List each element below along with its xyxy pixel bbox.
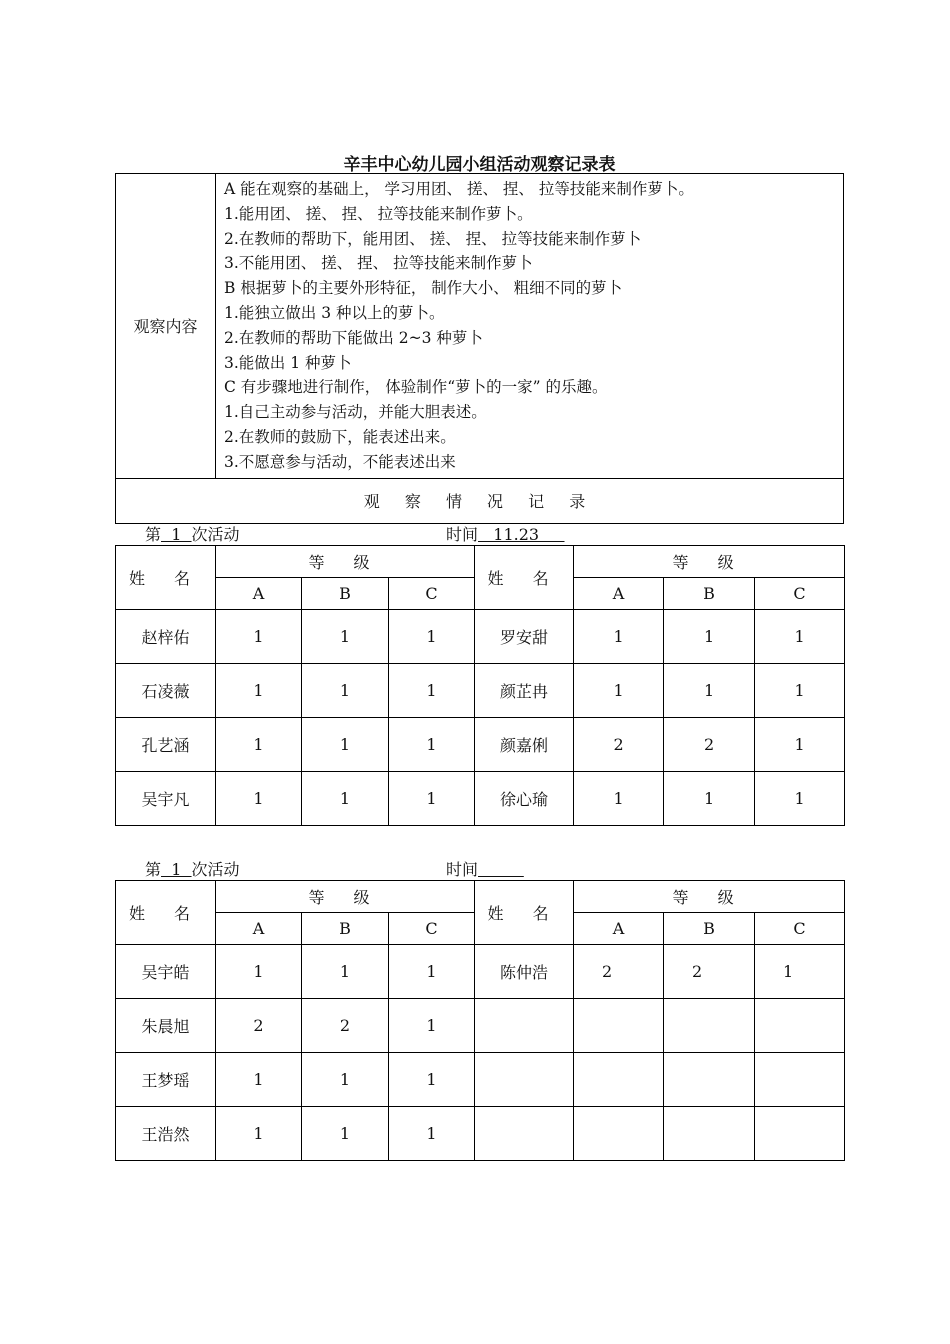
criteria-line: B 根据萝卜的主要外形特征， 制作大小、 粗细不同的萝卜 xyxy=(224,279,623,298)
time-value xyxy=(478,860,524,879)
child-name: 孔艺涵 xyxy=(116,718,216,772)
grade-c-cell: 1 xyxy=(389,1053,475,1107)
criteria-line: 1.自己主动参与活动，并能大胆表述。 xyxy=(224,403,487,422)
session-2-line xyxy=(145,857,479,880)
criteria-line: 1.能用团、 搓、 捏、 拉等技能来制作萝卜。 xyxy=(224,204,533,223)
child-name: 颜嘉俐 xyxy=(475,718,574,772)
session-2-grade-table xyxy=(115,880,845,1161)
grade-c-cell: 1 xyxy=(389,999,475,1053)
grade-b-cell: 1 xyxy=(302,610,389,664)
grade-c-cell: 1 xyxy=(755,718,845,772)
grade-a-cell: 2 xyxy=(574,945,664,999)
session-number: 1 xyxy=(161,860,192,879)
time-value: 11.23 xyxy=(478,525,565,544)
child-name xyxy=(475,1053,574,1107)
grade-c-header: C xyxy=(389,913,475,945)
grade-c-cell: 1 xyxy=(389,1107,475,1161)
grade-a-cell xyxy=(574,1053,664,1107)
observation-content-table xyxy=(115,173,844,524)
grade-c-cell: 1 xyxy=(389,772,475,826)
grade-a-cell: 1 xyxy=(216,772,302,826)
grade-c-cell: 1 xyxy=(389,610,475,664)
session-prefix: 第 xyxy=(145,525,162,544)
grade-header: 等 级 xyxy=(574,881,845,913)
session-number: 1 xyxy=(161,525,192,544)
time-label: 时间 xyxy=(446,525,479,544)
grade-c-cell: 1 xyxy=(755,945,845,999)
table-row xyxy=(116,1053,845,1107)
grade-b-cell: 1 xyxy=(664,664,755,718)
criteria-line: 2.在教师的帮助下能做出 2~3 种萝卜 xyxy=(224,328,483,347)
grade-a-cell: 1 xyxy=(216,610,302,664)
grade-b-cell: 2 xyxy=(664,945,755,999)
session-suffix: 次活动 xyxy=(191,860,240,879)
grade-b-cell xyxy=(664,1053,755,1107)
child-name: 颜芷冉 xyxy=(475,664,574,718)
table-row xyxy=(116,999,845,1053)
grade-header: 等 级 xyxy=(216,546,475,578)
session-1-line xyxy=(145,522,565,545)
grade-b-cell xyxy=(664,1107,755,1161)
child-name: 王梦瑶 xyxy=(116,1053,216,1107)
criteria-line: 3.能做出 1 种萝卜 xyxy=(224,353,352,372)
grade-b-header: B xyxy=(664,578,755,610)
observation-content-label: 观察内容 xyxy=(116,174,216,479)
grade-a-cell: 2 xyxy=(574,718,664,772)
grade-a-cell: 1 xyxy=(216,945,302,999)
grade-b-cell: 1 xyxy=(302,718,389,772)
grade-a-cell: 1 xyxy=(216,1053,302,1107)
grade-a-header: A xyxy=(574,578,664,610)
criteria-line: 2.在教师的鼓励下，能表述出来。 xyxy=(224,427,456,446)
name-header: 姓 名 xyxy=(116,881,216,945)
grade-a-cell: 2 xyxy=(216,999,302,1053)
name-header: 姓 名 xyxy=(475,881,574,945)
child-name: 吴宇凡 xyxy=(116,772,216,826)
table-row xyxy=(116,610,845,664)
grade-c-cell: 1 xyxy=(389,664,475,718)
criteria-line: 3.不能用团、 搓、 捏、 拉等技能来制作萝卜 xyxy=(224,254,533,273)
grade-a-header: A xyxy=(574,913,664,945)
grade-c-cell xyxy=(755,1107,845,1161)
table-row xyxy=(116,945,845,999)
child-name: 王浩然 xyxy=(116,1107,216,1161)
grade-a-cell: 1 xyxy=(574,664,664,718)
grade-header: 等 级 xyxy=(216,881,475,913)
observation-criteria xyxy=(216,174,844,479)
grade-b-cell: 1 xyxy=(302,1107,389,1161)
grade-c-cell xyxy=(755,1053,845,1107)
grade-b-cell: 1 xyxy=(302,1053,389,1107)
grade-b-cell: 1 xyxy=(302,772,389,826)
grade-c-header: C xyxy=(389,578,475,610)
grade-c-header: C xyxy=(755,578,845,610)
table-row xyxy=(116,664,845,718)
grade-b-cell: 1 xyxy=(664,772,755,826)
grade-a-cell: 1 xyxy=(574,772,664,826)
name-header: 姓 名 xyxy=(475,546,574,610)
child-name xyxy=(475,1107,574,1161)
grade-c-cell: 1 xyxy=(755,610,845,664)
document-title: 辛丰中心幼儿园小组活动观察记录表 xyxy=(343,155,616,175)
grade-a-cell: 1 xyxy=(216,664,302,718)
grade-b-header: B xyxy=(302,578,389,610)
child-name: 徐心瑜 xyxy=(475,772,574,826)
grade-c-cell: 1 xyxy=(389,945,475,999)
grade-b-cell: 1 xyxy=(302,664,389,718)
grade-a-cell: 1 xyxy=(216,718,302,772)
grade-b-cell: 1 xyxy=(302,945,389,999)
grade-c-header: C xyxy=(755,913,845,945)
criteria-line: A 能在观察的基础上， 学习用团、 搓、 捏、 拉等技能来制作萝卜。 xyxy=(224,180,694,198)
grade-header: 等 级 xyxy=(574,546,845,578)
grade-b-cell: 1 xyxy=(664,610,755,664)
child-name: 吴宇皓 xyxy=(116,945,216,999)
child-name: 石凌薇 xyxy=(116,664,216,718)
criteria-line: 1.能独立做出 3 种以上的萝卜。 xyxy=(224,303,445,322)
session-suffix: 次活动 xyxy=(191,525,240,544)
session-1-grade-table xyxy=(115,545,845,826)
name-header: 姓 名 xyxy=(116,546,216,610)
grade-a-header: A xyxy=(216,578,302,610)
grade-a-cell xyxy=(574,999,664,1053)
table-row xyxy=(116,718,845,772)
criteria-line: 2.在教师的帮助下，能用团、 搓、 捏、 拉等技能来制作萝卜 xyxy=(224,229,642,248)
grade-b-cell: 2 xyxy=(302,999,389,1053)
time-label: 时间 xyxy=(446,860,479,879)
child-name: 罗安甜 xyxy=(475,610,574,664)
child-name xyxy=(475,999,574,1053)
grade-b-header: B xyxy=(664,913,755,945)
grade-b-header: B xyxy=(302,913,389,945)
grade-a-cell: 1 xyxy=(216,1107,302,1161)
child-name: 赵梓佑 xyxy=(116,610,216,664)
grade-c-cell xyxy=(755,999,845,1053)
child-name: 朱晨旭 xyxy=(116,999,216,1053)
table-row xyxy=(116,772,845,826)
grade-c-cell: 1 xyxy=(755,772,845,826)
grade-c-cell: 1 xyxy=(389,718,475,772)
table-row xyxy=(116,1107,845,1161)
criteria-line: C 有步骤地进行制作， 体验制作“萝卜的一家” 的乐趣。 xyxy=(224,378,608,397)
record-heading: 观 察 情 况 记 录 xyxy=(116,478,844,523)
grade-a-cell: 1 xyxy=(574,610,664,664)
session-time xyxy=(446,857,524,880)
session-prefix: 第 xyxy=(145,860,162,879)
grade-c-cell: 1 xyxy=(755,664,845,718)
grade-b-cell xyxy=(664,999,755,1053)
child-name: 陈仲浩 xyxy=(475,945,574,999)
grade-a-header: A xyxy=(216,913,302,945)
session-time xyxy=(446,522,565,545)
grade-b-cell: 2 xyxy=(664,718,755,772)
grade-a-cell xyxy=(574,1107,664,1161)
criteria-line: 3.不愿意参与活动，不能表述出来 xyxy=(224,452,456,471)
